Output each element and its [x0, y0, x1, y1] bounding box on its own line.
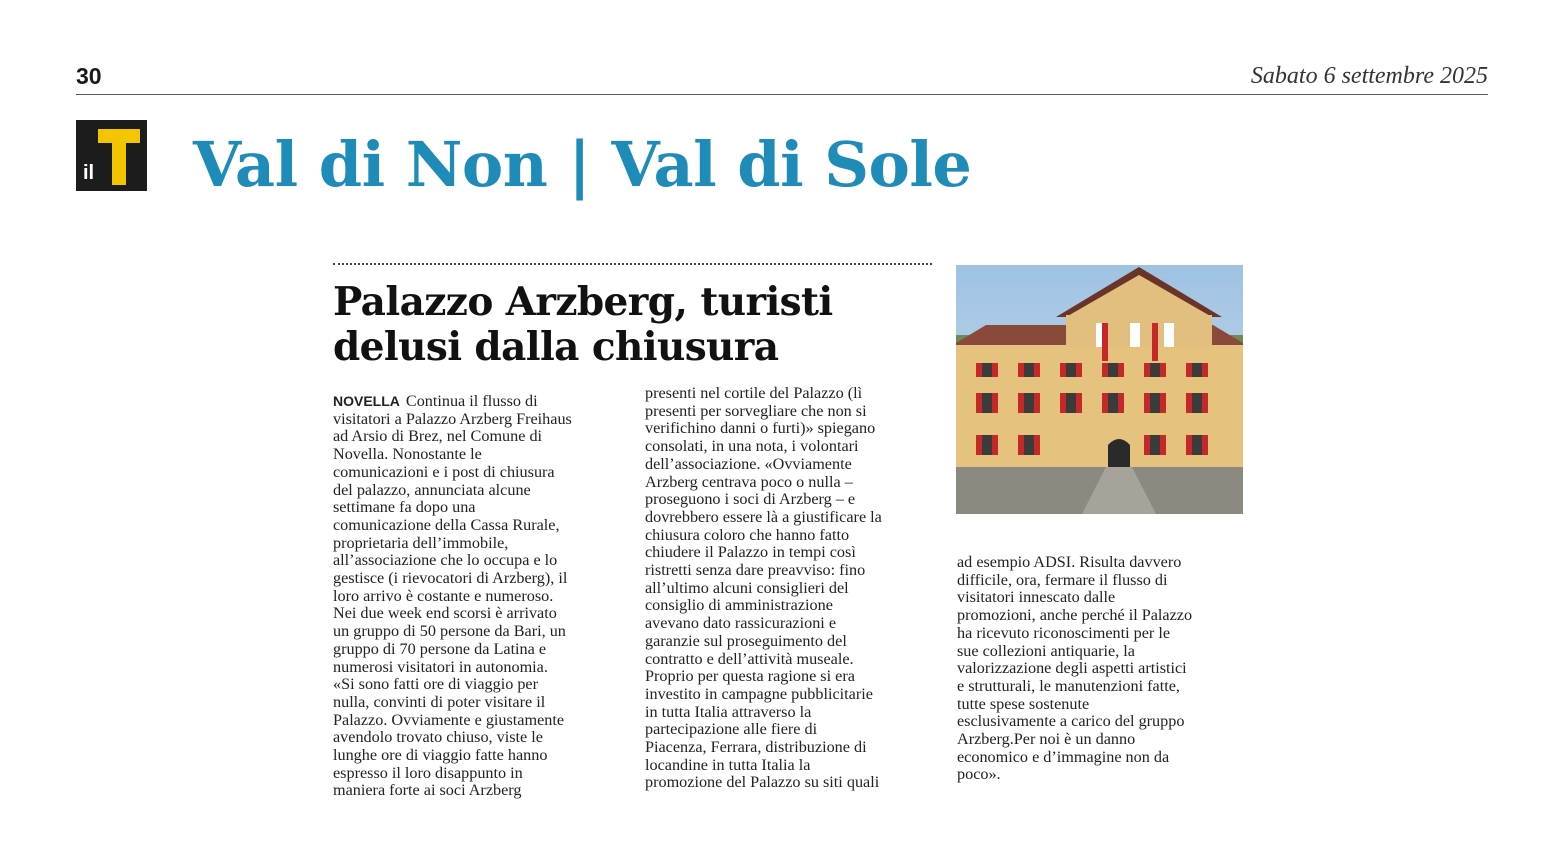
page-number: 30 [76, 63, 102, 89]
newspaper-logo [76, 120, 147, 191]
article-column-3 [957, 554, 1247, 784]
article-headline: Palazzo Arzberg, turisti delusi dalla chiusura [333, 279, 833, 370]
header-rule [76, 94, 1488, 95]
logo-il-text: il [83, 162, 95, 184]
issue-date: Sabato 6 settembre 2025 [1250, 63, 1488, 89]
palazzo-photo [956, 265, 1243, 514]
logo-t-stem [112, 129, 126, 185]
palazzo-illustration [956, 265, 1243, 514]
column-2-text: presenti nel cortile del Palazzo (lì presenti per sorvegliare che non si verifichino danni o furti)» spiegano consolati, in una nota, i volontari dell’associazione. «Ovviamente Arzberg centrava poco o nulla – proseguono i soci di Arzberg – e dovrebbero essere là a giustificare la chiusura coloro che hanno fatto chiudere il Palazzo in tempi così ristretti senza dare preavviso: fino all’ultimo alcuni consiglieri del consiglio di amministrazione avevano dato rassicurazioni e garanzie sul proseguimento del contratto e dell’attività museale. Proprio per questa ragione si era investito in campagne pubblicitarie in tutta Italia attraverso la partecipazione alle fiere di Piacenza, Ferrara, distribuzione di locandine in tutta Italia la promozione del Palazzo su siti quali [645, 384, 882, 792]
article-column-2 [645, 385, 935, 792]
column-3-text: ad esempio ADSI. Risulta davvero difficile, ora, fermare il flusso di visitatori innescato dalle promozioni, anche perché il Palazzo ha ricevuto riconoscimenti per le sue collezioni antiquarie, la valorizzazione degli aspetti artistici e strutturali, le manutenzioni fatte, tutte spese sostenute esclusivamente a carico del gruppo Arzberg.Per noi è un danno economico e d’immagine non da poco». [957, 553, 1193, 784]
article-kicker: NOVELLA [333, 393, 400, 409]
article-divider [333, 263, 932, 265]
section-title: Val di Non | Val di Sole [193, 128, 972, 201]
article-column-1 [333, 393, 623, 800]
column-1-text: Continua il flusso di visitatori a Palazzo Arzberg Freihaus ad Arsio di Brez, nel Comune di Novella. Nonostante le comunicazioni e i post di chiusura del palazzo, annunciata alcune settimane fa dopo una comunicazione della Cassa Rurale, proprietaria dell’immobile, all’associazione che lo occupa e lo gestisce (i rievocatori di Arzberg), il loro arrivo è costante e numeroso. Nei due week end scorsi è arrivato un gruppo di 50 persone da Bari, un gruppo di 70 persone da Latina e numerosi visitatori in autonomia. «Si sono fatti ore di viaggio per nulla, convinti di poter visitare il Palazzo. Ovviamente e giustamente avendolo trovato chiuso, viste le lunghe ore di viaggio fatte hanno espresso il loro disappunto in maniera forte ai soci Arzberg [333, 392, 572, 800]
